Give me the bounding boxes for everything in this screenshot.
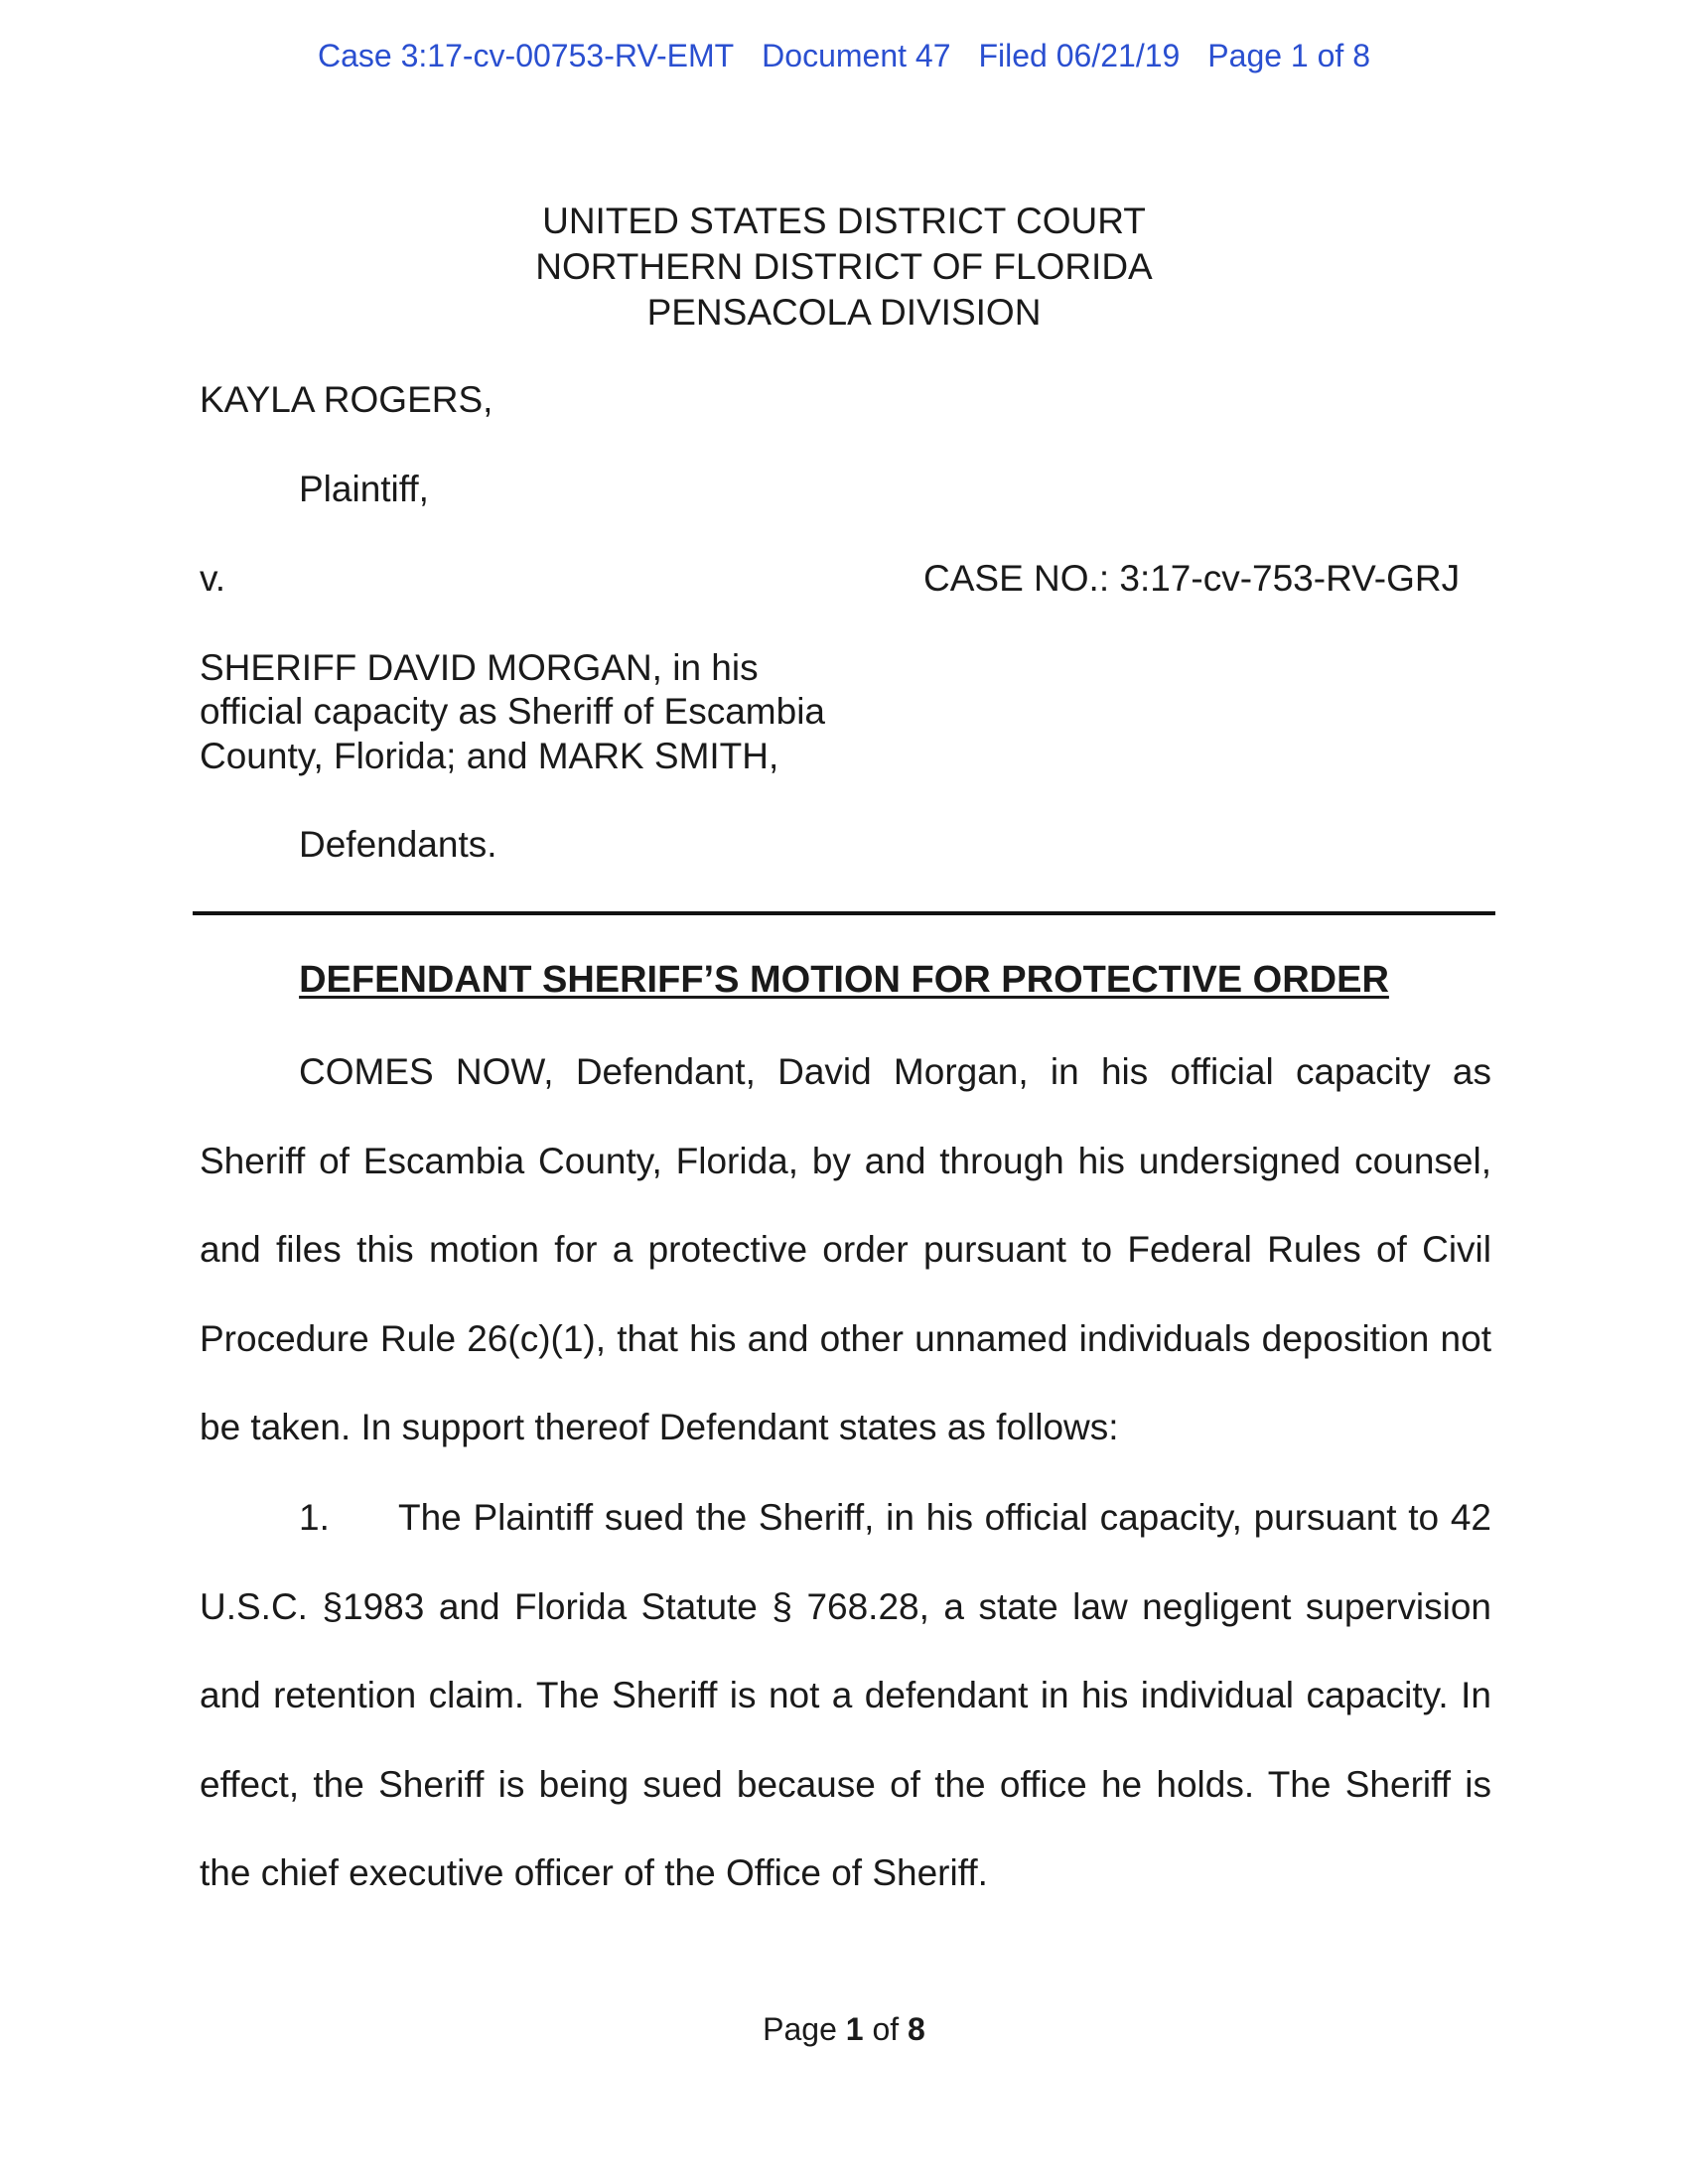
ecf-header-stamp bbox=[0, 38, 1688, 74]
footer-page-total: 8 bbox=[908, 2011, 925, 2047]
versus-label: v. bbox=[200, 558, 226, 599]
footer-of-label: of bbox=[872, 2011, 900, 2047]
defendant-line-3: County, Florida; and MARK SMITH, bbox=[200, 736, 779, 776]
court-district: NORTHERN DISTRICT OF FLORIDA bbox=[535, 246, 1153, 287]
defendant-line-1: SHERIFF DAVID MORGAN, in his bbox=[200, 647, 759, 688]
court-division: PENSACOLA DIVISION bbox=[646, 292, 1042, 333]
court-heading bbox=[0, 199, 1688, 336]
footer-page-current: 1 bbox=[845, 2011, 864, 2047]
stamp-filed-date: Filed 06/21/19 bbox=[978, 38, 1181, 73]
plaintiff-name: KAYLA ROGERS, bbox=[200, 379, 493, 420]
case-number: CASE NO.: 3:17-cv-753-RV-GRJ bbox=[923, 558, 1461, 599]
defendant-role: Defendants. bbox=[299, 824, 497, 865]
intro-paragraph: COMES NOW, Defendant, David Morgan, in his official capacity as Sheriff of Escambia County, Florida, by and through his undersigned counsel, and files this motion for a protective order pursuant to Federal Rules of Civil Procedure Rule 26(c)(1), that his and other unnamed individuals deposition not be taken. In support thereof Defendant states as follows: bbox=[200, 1051, 1491, 1447]
defendant-line-2: official capacity as Sheriff of Escambia bbox=[200, 691, 825, 732]
court-name: UNITED STATES DISTRICT COURT bbox=[542, 201, 1146, 241]
paragraph-number: 1. bbox=[299, 1497, 330, 1538]
plaintiff-role: Plaintiff, bbox=[299, 469, 429, 509]
motion-title: DEFENDANT SHERIFF’S MOTION FOR PROTECTIVE ORDER bbox=[299, 959, 1389, 1001]
footer-page-label: Page bbox=[763, 2011, 837, 2047]
caption-divider bbox=[193, 911, 1495, 915]
stamp-document-number: Document 47 bbox=[762, 38, 951, 73]
numbered-paragraph-1 bbox=[200, 1473, 1491, 1918]
paragraph-1-text: The Plaintiff sued the Sheriff, in his official capacity, pursuant to 42 U.S.C. §1983 and Florida Statute § 768.28, a state law negligent supervision and retention claim. The Sheriff is not a defendant in his individual capacity. In effect, the Sheriff is being sued because of the office he holds. The Sheriff is the chief executive officer of the Office of Sheriff. bbox=[200, 1497, 1491, 1893]
page-footer bbox=[0, 2011, 1688, 2048]
stamp-case-number: Case 3:17-cv-00753-RV-EMT bbox=[318, 38, 735, 73]
stamp-page-count: Page 1 of 8 bbox=[1207, 38, 1370, 73]
